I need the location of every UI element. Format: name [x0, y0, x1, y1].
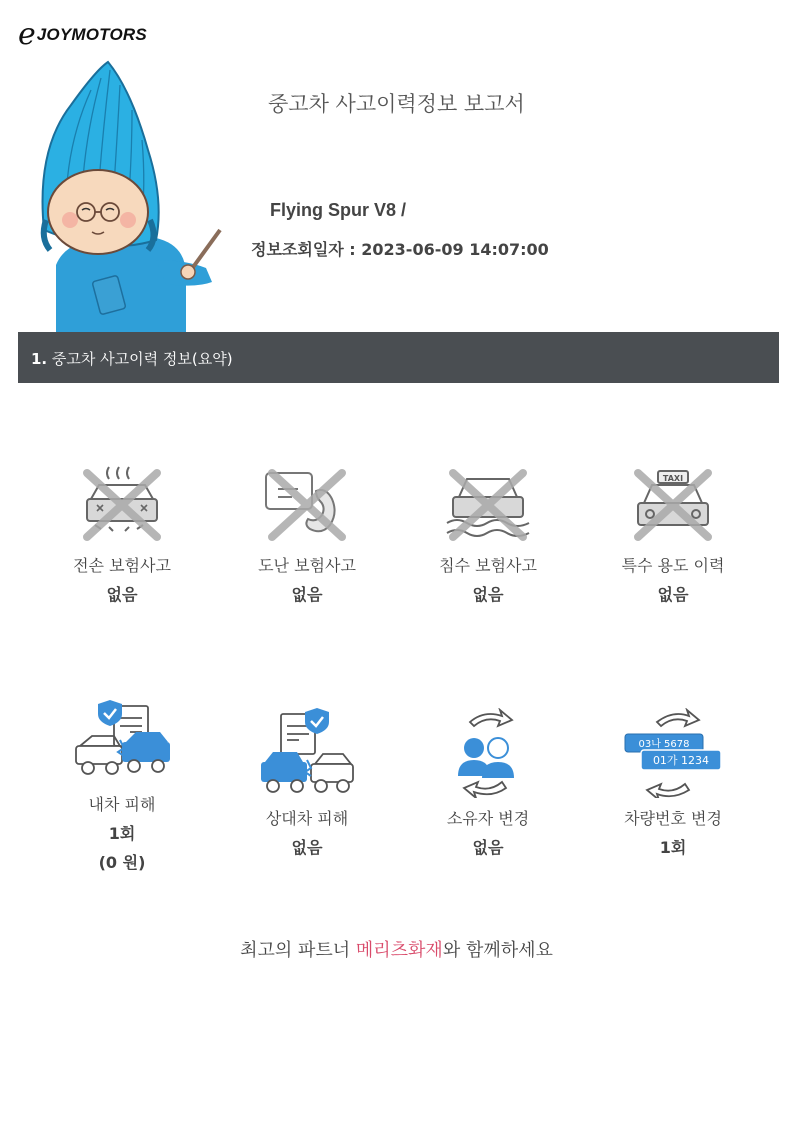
logo-letter: e — [18, 17, 36, 52]
section-title — [31, 348, 233, 369]
item-value: 1회 — [108, 824, 136, 843]
section-title-text: 중고차 사고이력 정보(요약) — [51, 350, 233, 368]
partner-tagline — [0, 936, 793, 962]
section-header-bar — [18, 332, 779, 383]
joymotors-logo — [18, 17, 147, 52]
taxi-icon — [630, 465, 716, 545]
stolen-car-icon — [264, 465, 350, 545]
query-date: 정보조회일자 : 2023-06-09 14:07:00 — [251, 240, 549, 259]
taxi-sign-text: TAXI — [662, 474, 684, 483]
item-value: 없음 — [472, 838, 504, 857]
item-value: 없음 — [657, 585, 689, 604]
section-number: 1. — [31, 350, 48, 368]
item-label: 침수 보험사고 — [439, 556, 537, 575]
tagline-brand: 메리츠화재 — [355, 940, 443, 961]
summary-item-own-damage — [32, 700, 212, 873]
plate-change-icon — [623, 708, 723, 798]
item-label: 차량번호 변경 — [624, 809, 722, 828]
logo-text: JOYMOTORS — [36, 25, 147, 44]
tagline-suffix: 와 함께하세요 — [442, 940, 553, 961]
item-amount: (0 원) — [98, 853, 146, 872]
flooded-car-icon — [445, 465, 531, 545]
item-label: 전손 보험사고 — [73, 556, 171, 575]
item-value: 없음 — [106, 585, 138, 604]
report-title: 중고차 사고이력정보 보고서 — [268, 92, 525, 116]
summary-item-total-loss — [32, 465, 212, 605]
mascot-illustration — [36, 60, 226, 335]
item-label: 내차 피해 — [88, 795, 156, 814]
summary-item-theft — [217, 465, 397, 605]
old-plate-text: 03나 5678 — [638, 739, 690, 750]
wrecked-car-icon — [79, 465, 165, 545]
summary-item-other-damage — [217, 708, 397, 858]
summary-item-special-use — [583, 465, 763, 605]
summary-item-plate-change — [583, 708, 763, 858]
owner-change-icon — [440, 708, 536, 798]
other-car-damage-icon — [259, 708, 355, 798]
summary-item-owner-change — [398, 708, 578, 858]
item-value: 없음 — [291, 838, 323, 857]
item-label: 소유자 변경 — [446, 809, 530, 828]
tagline-prefix: 최고의 파트너 — [240, 940, 356, 961]
item-value: 1회 — [659, 838, 687, 857]
car-name: Flying Spur V8 / — [270, 200, 407, 220]
new-plate-text: 01가 1234 — [652, 754, 710, 767]
item-label: 특수 용도 이력 — [621, 556, 725, 575]
item-label: 상대차 피해 — [265, 809, 349, 828]
item-value: 없음 — [291, 585, 323, 604]
own-damage-icon — [74, 700, 170, 784]
item-value: 없음 — [472, 585, 504, 604]
item-label: 도난 보험사고 — [258, 556, 356, 575]
summary-item-flood — [398, 465, 578, 605]
